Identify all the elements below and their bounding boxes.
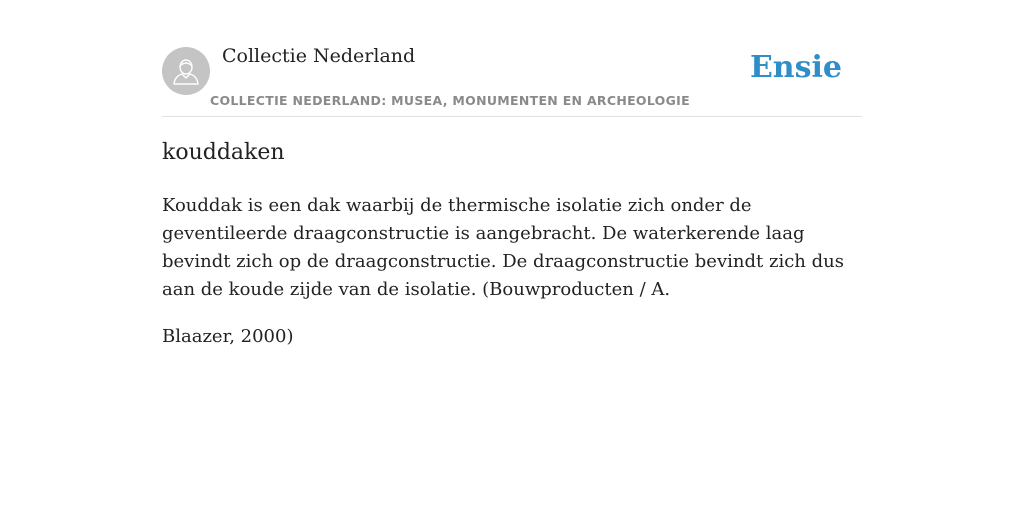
- brand-logo[interactable]: Ensie: [749, 50, 842, 85]
- source-subtitle[interactable]: COLLECTIE NEDERLAND: MUSEA, MONUMENTEN EN ARCHEOLOGIE: [210, 93, 690, 108]
- entry-header: [162, 0, 862, 117]
- user-icon: [171, 56, 201, 86]
- entry-paragraph-2: Blaazer, 2000): [162, 326, 294, 347]
- entry-paragraph-1: Kouddak is een dak waarbij de thermische isolatie zich onder de geventileerde draagconstructie is aangebracht. De waterkerende laag bevindt zich op de draagconstructie. De draagconstructie bevindt zich dus aan de koude zijde van de isolatie. (Bouwproducten / A.: [162, 195, 844, 300]
- entry-card: [162, 0, 862, 347]
- author-avatar[interactable]: [162, 47, 210, 95]
- author-name[interactable]: Collectie Nederland: [222, 45, 416, 67]
- entry-title: kouddaken: [162, 140, 285, 165]
